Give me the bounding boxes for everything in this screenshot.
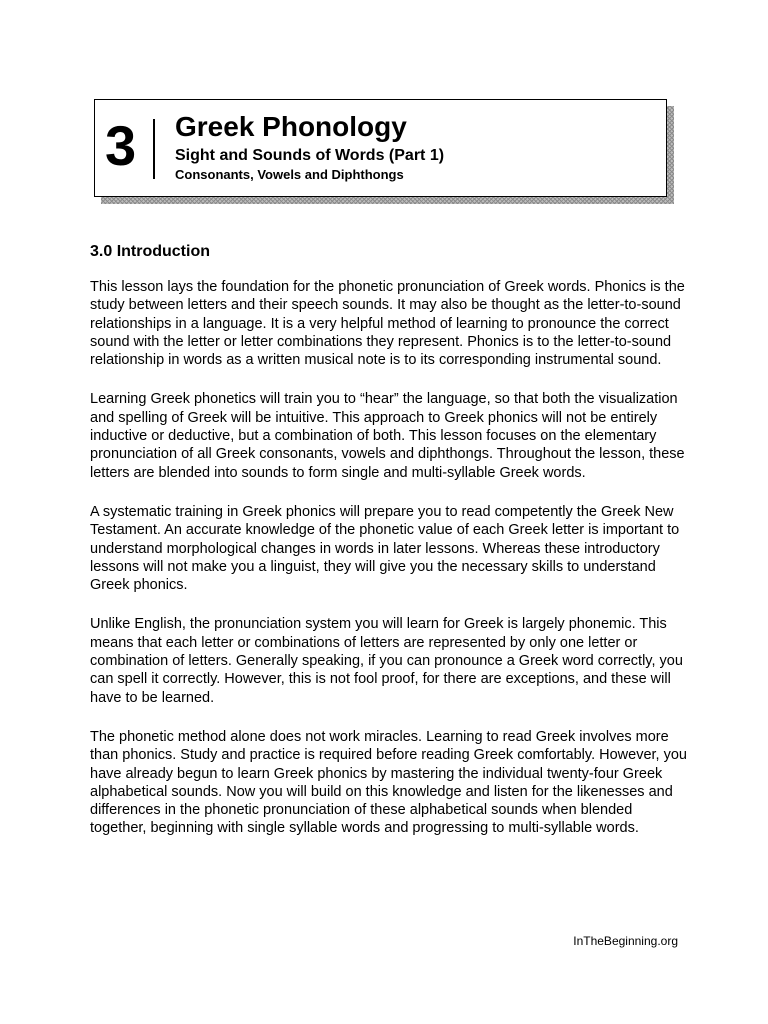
- paragraph-2: Learning Greek phonetics will train you to “hear” the language, so that both the visualization and spelling of Greek will be intuitive. This approach to Greek phonics will not be entirely inductive or deductive, but a combination of both. This lesson focuses on the elementary pronunciation of all Greek consonants, vowels and diphthongs. Throughout the lesson, these letters are blended into sounds to form single and multi-syllable Greek words.: [90, 391, 685, 481]
- section-heading: 3.0 Introduction: [90, 243, 210, 260]
- paragraph-3: A systematic training in Greek phonics will prepare you to read competently the Greek New Testament. An accurate knowledge of the phonetic value of each Greek letter is important to understand morphological changes in words in later lessons. Whereas these introductory lessons will not make you a linguist, they will give you the necessary skills to understand Greek phonics.: [90, 503, 680, 594]
- chapter-subtitle: Sight and Sounds of Words (Part 1): [175, 147, 445, 164]
- chapter-divider: [153, 119, 155, 179]
- chapter-header-box: [94, 99, 667, 197]
- chapter-title: Greek Phonology: [175, 111, 407, 142]
- paragraph-5: The phonetic method alone does not work miracles. Learning to read Greek involves more than phonics. Study and practice is required before reading Greek comfortably. However, you have already begun to learn Greek phonics by mastering the individual twenty-four Greek alphabetical sounds. Now you will build on this knowledge and listen for the likenesses and differences in the phonetic pronunciation of these alphabetical sounds when blended together, beginning with single syllable words and progressing to multi-syllable words.: [90, 728, 687, 837]
- chapter-number: 3: [105, 114, 137, 177]
- footer-site: InTheBeginning.org: [573, 934, 678, 948]
- paragraph-4: Unlike English, the pronunciation system you will learn for Greek is largely phonemic. This means that each letter or combinations of letters are represented by only one letter or combination of letters. Generally speaking, if you can pronounce a Greek word correctly, you can spell it correctly. However, this is not fool proof, for there are exceptions, and these will have to be learned.: [90, 616, 683, 706]
- body-text: [90, 278, 690, 859]
- paragraph-1: This lesson lays the foundation for the phonetic pronunciation of Greek words. Phonics is the study between letters and their speech sounds. It may also be thought as the letter-to-sound relationships in a language. It is a very helpful method of learning to pronounce the correct sound with the letter or letter combinations they represent. Phonics is to the letter-to-sound relationship in words as a written musical note is to its corresponding instrumental sound.: [90, 279, 685, 369]
- chapter-subsubtitle: Consonants, Vowels and Diphthongs: [175, 167, 404, 182]
